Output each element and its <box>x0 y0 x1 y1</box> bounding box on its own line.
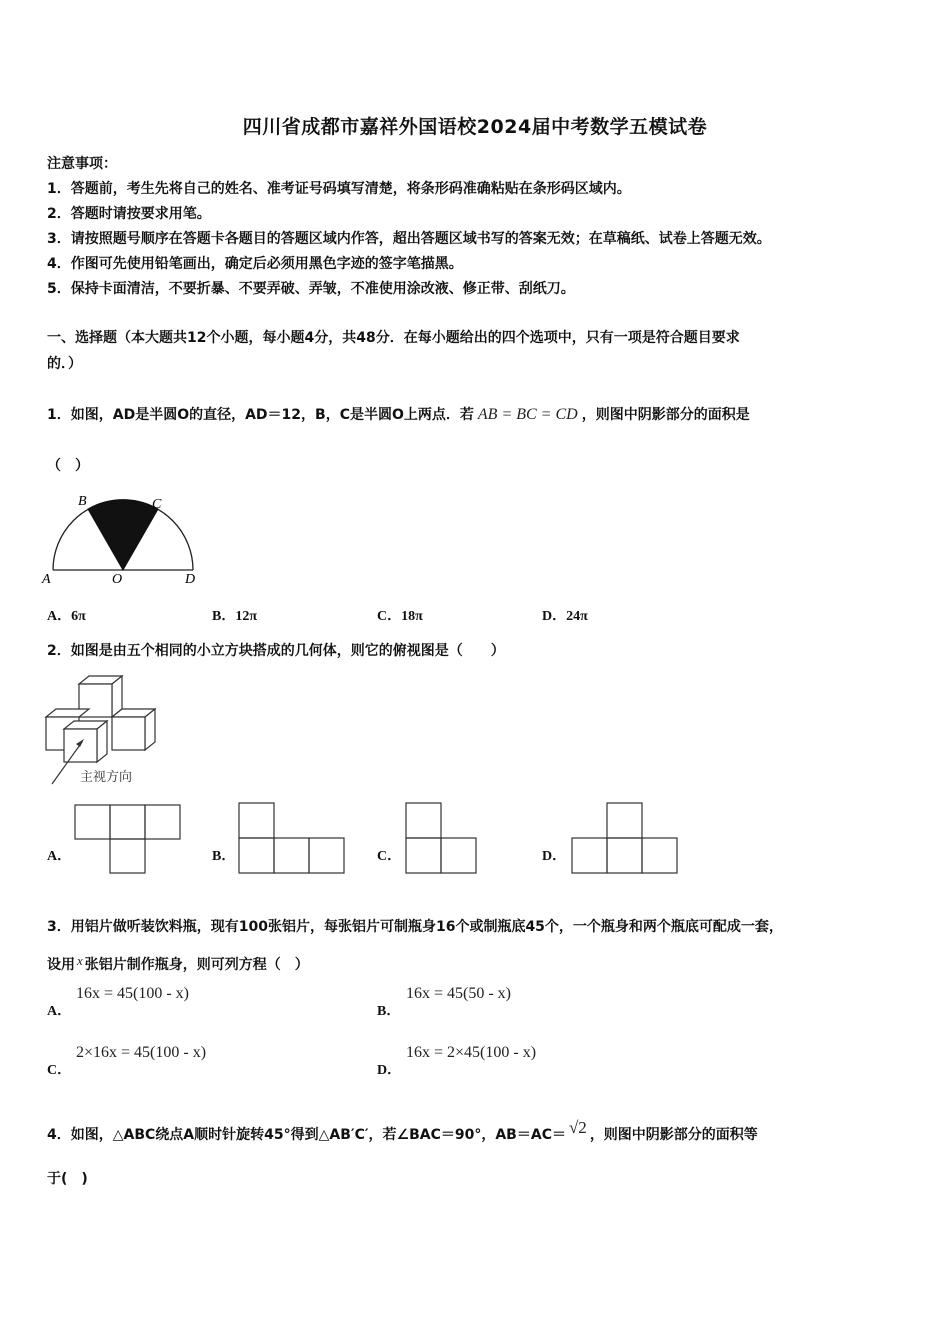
q2-option-c-figure[interactable] <box>405 802 481 876</box>
q2-option-a-label[interactable]: A． <box>47 849 72 864</box>
q3-line2-before: 设用 <box>47 957 75 973</box>
q3-variable: x <box>77 953 83 968</box>
q3-text-line2 <box>47 953 309 974</box>
q2-option-d-label[interactable]: D． <box>542 849 567 864</box>
q3-text: 3．用铝片做听装饮料瓶，现有100张铝片，每张铝片可制瓶身16个或制瓶底45个，一个瓶身和两个瓶底可配成一套， <box>47 919 783 935</box>
page-title: 四川省成都市嘉祥外国语校2024届中考数学五模试卷 <box>242 116 708 138</box>
q1-option-c[interactable]: C．18π <box>377 609 423 624</box>
q3-option-a-label[interactable]: A． <box>47 1004 72 1019</box>
q3-option-d-label[interactable]: D． <box>377 1063 402 1078</box>
q1-arc-equation: AB = BC = CD <box>477 406 578 423</box>
label-b: B <box>78 494 87 509</box>
q2-option-d-figure[interactable] <box>571 802 681 876</box>
notice-item: 4．作图可先使用铅笔画出，确定后必须用黑色字迹的签字笔描黑。 <box>47 256 463 272</box>
q4-sqrt: √2 <box>568 1118 587 1137</box>
q2-option-b-label[interactable]: B． <box>212 849 236 864</box>
notice-item: 2．答题时请按要求用笔。 <box>47 206 211 222</box>
q3-option-b-formula[interactable]: 16x = 45(50 - x) <box>406 985 512 1002</box>
q3-option-d-formula[interactable]: 16x = 2×45(100 - x) <box>406 1044 537 1061</box>
q2-option-c-label[interactable]: C． <box>377 849 402 864</box>
q1-option-d[interactable]: D．24π <box>542 609 588 624</box>
notice-item: 1．答题前，考生先将自己的姓名、准考证号码填写清楚，将条形码准确粘贴在条形码区域内。 <box>47 181 631 197</box>
label-d: D <box>185 572 196 587</box>
q3-option-a-formula[interactable]: 16x = 45(100 - x) <box>76 985 190 1002</box>
q1-semicircle-figure <box>40 488 210 588</box>
label-c: C <box>152 497 162 512</box>
q1-text <box>47 404 750 424</box>
q2-option-b-figure[interactable] <box>238 802 348 876</box>
q2-view-direction-caption: 主视方向 <box>80 770 133 785</box>
notice-item: 3．请按照题号顺序在答题卡各题目的答题区域内作答，超出答题区域书写的答案无效；在草稿纸、试卷上答题无效。 <box>47 231 771 247</box>
q1-option-a[interactable]: A．6π <box>47 609 86 624</box>
q3-option-c-label[interactable]: C． <box>47 1063 72 1078</box>
q4-text-after: ，则图中阴影部分的面积等 <box>589 1127 758 1143</box>
label-a: A <box>42 572 51 587</box>
q3-option-b-label[interactable]: B． <box>377 1004 401 1019</box>
q2-option-a-figure[interactable] <box>74 804 184 876</box>
notice-item: 5．保持卡面清洁，不要折暴、不要弄破、弄皱，不准使用涂改液、修正带、刮纸刀。 <box>47 281 575 297</box>
q1-text-after: ，则图中阴影部分的面积是 <box>581 407 750 423</box>
label-o: O <box>112 572 123 587</box>
section-heading: 一、选择题（本大题共12个小题，每小题4分，共48分．在每小题给出的四个选项中，只有一项是符合题目要求 <box>47 330 740 346</box>
q3-option-c-formula[interactable]: 2×16x = 45(100 - x) <box>76 1044 207 1061</box>
notice-heading: 注意事项： <box>47 156 117 172</box>
q1-option-b[interactable]: B．12π <box>212 609 258 624</box>
q2-text: 2．如图是由五个相同的小立方块搭成的几何体，则它的俯视图是（ ） <box>47 643 505 659</box>
q1-text-before: 1．如图，AD是半圆O的直径，AD＝12，B，C是半圆O上两点．若 <box>47 407 474 423</box>
q4-text-before: 4．如图，△ABC绕点A顺时针旋转45°得到△AB′C′，若∠BAC＝90°，AB＝AC＝ <box>47 1127 566 1143</box>
q1-paren: （ ） <box>47 458 89 474</box>
section-heading-cont: 的．） <box>47 356 82 372</box>
q3-line2-after: 张铝片制作瓶身，则可列方程（ ） <box>84 957 309 973</box>
q2-cubes-figure <box>44 674 159 789</box>
q4-text <box>47 1118 758 1144</box>
q4-text-line2: 于( ) <box>47 1171 88 1187</box>
